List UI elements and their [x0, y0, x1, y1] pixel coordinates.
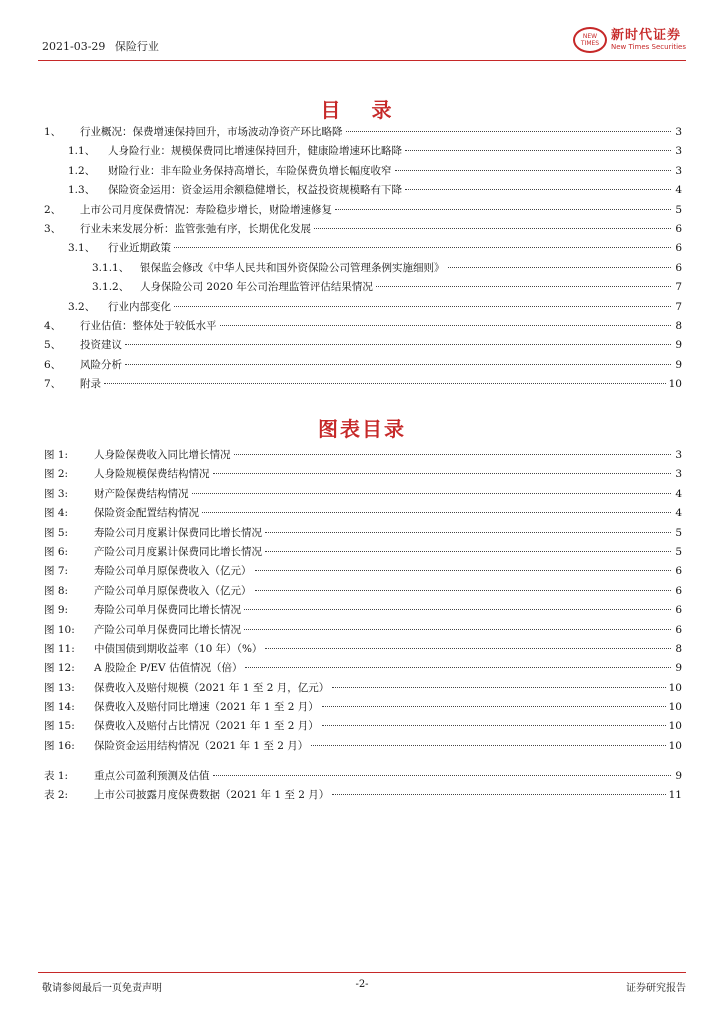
entry-number: 3.1.1、	[92, 261, 130, 274]
entry-title: 寿险公司单月原保费收入（亿元）	[94, 565, 252, 578]
logo-mark-line2: TIMES	[580, 40, 600, 47]
report-type: 证券研究报告	[626, 983, 686, 994]
entry-title: 行业内部变化	[108, 300, 171, 313]
entry-title: 人身保险公司 2020 年公司治理监管评估结果情况	[140, 281, 373, 294]
dot-leader	[332, 794, 665, 795]
logo-chinese-name: 新时代证券	[611, 28, 682, 43]
entry-number: 图 10:	[44, 623, 75, 636]
figure-entry[interactable]	[44, 659, 682, 678]
entry-number: 图 11:	[44, 642, 75, 655]
entry-page-number: 4	[675, 184, 682, 197]
figure-entry[interactable]	[44, 601, 682, 620]
entry-page-number: 10	[668, 701, 682, 714]
header-meta	[42, 38, 165, 54]
entry-number: 4、	[44, 319, 62, 332]
entry-number: 图 3:	[44, 487, 69, 500]
entry-number: 图 15:	[44, 720, 75, 733]
dot-leader	[376, 286, 671, 287]
entry-page-number: 6	[675, 604, 682, 617]
entry-page-number: 9	[675, 358, 682, 371]
figure-entry[interactable]	[44, 465, 682, 484]
company-logo	[573, 26, 686, 54]
entry-page-number: 10	[668, 720, 682, 733]
entry-number: 3.1、	[68, 242, 96, 255]
entry-number: 1.3、	[68, 184, 96, 197]
figure-entry[interactable]	[44, 621, 682, 640]
disclaimer-note: 敬请参阅最后一页免责声明	[42, 983, 162, 994]
dot-leader	[322, 706, 666, 707]
figure-entry[interactable]	[44, 504, 682, 523]
entry-number: 5、	[44, 339, 62, 352]
dot-leader	[202, 512, 671, 513]
toc-entry[interactable]	[44, 259, 682, 278]
entry-number: 图 9:	[44, 604, 69, 617]
dot-leader	[234, 454, 672, 455]
dot-leader	[322, 725, 666, 726]
entry-page-number: 3	[675, 468, 682, 481]
entry-page-number: 4	[675, 487, 682, 500]
dot-leader	[335, 209, 671, 210]
entry-number: 图 1:	[44, 449, 69, 461]
entry-number: 图 7:	[44, 565, 69, 578]
report-date: 2021-03-29	[42, 40, 106, 53]
header-divider	[38, 60, 686, 61]
entry-page-number: 4	[675, 507, 682, 520]
entry-page-number: 11	[668, 789, 682, 802]
entry-title: 财产险保费结构情况	[94, 487, 189, 500]
dot-leader	[255, 570, 672, 571]
figure-entry[interactable]	[44, 640, 682, 659]
toc-entry[interactable]	[44, 123, 682, 142]
sector-name: 保险行业	[114, 40, 159, 53]
entry-title: 保险资金运用结构情况（2021 年 1 至 2 月）	[94, 739, 309, 752]
table-of-contents	[44, 123, 682, 394]
table-list	[44, 767, 682, 806]
figure-entry[interactable]	[44, 698, 682, 717]
entry-title: 重点公司盈利预测及估值	[94, 770, 210, 782]
dot-leader	[104, 383, 666, 384]
toc-entry[interactable]	[44, 375, 682, 394]
entry-number: 6、	[44, 358, 62, 371]
entry-page-number: 3	[675, 164, 682, 177]
entry-number: 图 4:	[44, 507, 69, 520]
entry-title: 产险公司月度累计保费同比增长情况	[94, 545, 262, 558]
entry-page-number: 5	[675, 526, 682, 539]
entry-title: 行业概况：保费增速保持回升，市场波动净资产环比略降	[80, 126, 343, 138]
dot-leader	[125, 344, 671, 345]
entry-page-number: 6	[675, 242, 682, 255]
entry-title: A 股险企 P/EV 估值情况（倍）	[94, 662, 243, 675]
entry-number: 3、	[44, 222, 62, 235]
page-number: -2-	[355, 979, 369, 990]
logo-mark-icon	[573, 27, 607, 53]
figure-list	[44, 446, 682, 756]
entry-title: 保险资金运用：资金运用余额稳健增长，权益投资规模略有下降	[108, 184, 402, 197]
entry-number: 1、	[44, 126, 62, 138]
entry-number: 图 16:	[44, 739, 75, 752]
entry-page-number: 5	[675, 203, 682, 216]
entry-number: 图 6:	[44, 545, 69, 558]
entry-title: 保费收入及赔付同比增速（2021 年 1 至 2 月）	[94, 701, 319, 714]
dot-leader	[125, 364, 671, 365]
dot-leader	[311, 745, 665, 746]
entry-page-number: 6	[675, 584, 682, 597]
dot-leader	[192, 493, 672, 494]
entry-page-number: 8	[675, 319, 682, 332]
figures-title: 图表目录	[318, 417, 406, 441]
toc-title: 目 录	[320, 98, 404, 122]
dot-leader	[174, 306, 671, 307]
entry-title: 附录	[80, 378, 101, 391]
entry-page-number: 6	[675, 623, 682, 636]
dot-leader	[174, 247, 671, 248]
toc-entry[interactable]	[44, 162, 682, 181]
entry-page-number: 6	[675, 222, 682, 235]
figure-entry[interactable]	[44, 446, 682, 465]
entry-number: 7、	[44, 378, 62, 391]
entry-number: 图 14:	[44, 701, 75, 714]
toc-entry[interactable]	[44, 181, 682, 200]
entry-title: 中债国债到期收益率（10 年）（%）	[94, 642, 263, 655]
table-entry[interactable]	[44, 767, 682, 786]
page-footer	[38, 972, 686, 1002]
figure-entry[interactable]	[44, 562, 682, 581]
entry-title: 上市公司披露月度保费数据（2021 年 1 至 2 月）	[94, 789, 330, 802]
entry-number: 图 2:	[44, 468, 69, 481]
dot-leader	[346, 131, 672, 132]
entry-title: 人身险保费收入同比增长情况	[94, 449, 231, 461]
toc-entry[interactable]	[44, 239, 682, 258]
logo-english-name: New Times Securities	[611, 43, 686, 51]
entry-page-number: 9	[675, 339, 682, 352]
dot-leader	[405, 189, 671, 190]
figure-entry[interactable]	[44, 737, 682, 756]
page-header	[38, 0, 686, 64]
entry-page-number: 3	[675, 449, 682, 461]
entry-page-number: 3	[675, 126, 682, 138]
dot-leader	[265, 648, 671, 649]
toc-entry[interactable]	[44, 317, 682, 336]
dot-leader	[332, 687, 665, 688]
dot-leader	[220, 325, 672, 326]
toc-entry[interactable]	[44, 278, 682, 297]
entry-page-number: 10	[668, 739, 682, 752]
entry-title: 风险分析	[80, 358, 122, 371]
entry-page-number: 7	[675, 281, 682, 294]
entry-title: 保费收入及赔付占比情况（2021 年 1 至 2 月）	[94, 720, 319, 733]
dot-leader	[265, 551, 671, 552]
figure-entry[interactable]	[44, 543, 682, 562]
entry-page-number: 9	[675, 770, 682, 782]
dot-leader	[213, 473, 672, 474]
entry-number: 3.1.2、	[92, 281, 130, 294]
entry-title: 行业近期政策	[108, 242, 171, 255]
entry-title: 投资建议	[80, 339, 122, 352]
dot-leader	[395, 170, 672, 171]
figure-entry[interactable]	[44, 524, 682, 543]
entry-title: 财险行业：非车险业务保持高增长，车险保费负增长幅度收窄	[108, 164, 392, 177]
dot-leader	[265, 532, 671, 533]
entry-title: 行业估值：整体处于较低水平	[80, 319, 217, 332]
figure-entry[interactable]	[44, 485, 682, 504]
entry-page-number: 9	[675, 662, 682, 675]
entry-page-number: 8	[675, 642, 682, 655]
dot-leader	[255, 590, 672, 591]
entry-number: 图 8:	[44, 584, 69, 597]
dot-leader	[244, 609, 671, 610]
dot-leader	[405, 150, 671, 151]
dot-leader	[244, 629, 671, 630]
entry-title: 人身险行业：规模保费同比增速保持回升，健康险增速环比略降	[108, 145, 402, 158]
dot-leader	[245, 667, 671, 668]
toc-entry[interactable]	[44, 220, 682, 239]
figure-entry[interactable]	[44, 717, 682, 736]
toc-entry[interactable]	[44, 201, 682, 220]
entry-title: 保险资金配置结构情况	[94, 507, 199, 520]
toc-entry[interactable]	[44, 298, 682, 317]
entry-number: 2、	[44, 203, 62, 216]
entry-title: 人身险规模保费结构情况	[94, 468, 210, 481]
entry-number: 1.1、	[68, 145, 96, 158]
entry-number: 图 13:	[44, 681, 75, 694]
toc-entry[interactable]	[44, 142, 682, 161]
entry-page-number: 6	[675, 261, 682, 274]
entry-number: 表 2:	[44, 789, 69, 802]
entry-title: 产险公司单月保费同比增长情况	[94, 623, 241, 636]
entry-number: 3.2、	[68, 300, 96, 313]
entry-page-number: 3	[675, 145, 682, 158]
toc-entry[interactable]	[44, 356, 682, 375]
entry-title: 寿险公司单月保费同比增长情况	[94, 604, 241, 617]
dot-leader	[314, 228, 671, 229]
entry-page-number: 10	[668, 378, 682, 391]
entry-page-number: 10	[668, 681, 682, 694]
dot-leader	[213, 775, 672, 776]
footer-divider	[38, 972, 686, 973]
entry-title: 上市公司月度保费情况：寿险稳步增长，财险增速修复	[80, 203, 332, 216]
table-entry[interactable]	[44, 786, 682, 805]
entry-title: 行业未来发展分析：监管张弛有序，长期优化发展	[80, 222, 311, 235]
entry-page-number: 7	[675, 300, 682, 313]
dot-leader	[448, 267, 672, 268]
entry-number: 图 12:	[44, 662, 75, 675]
entry-title: 产险公司单月原保费收入（亿元）	[94, 584, 252, 597]
entry-title: 银保监会修改《中华人民共和国外资保险公司管理条例实施细则》	[140, 261, 445, 274]
figure-entry[interactable]	[44, 582, 682, 601]
entry-title: 寿险公司月度累计保费同比增长情况	[94, 526, 262, 539]
entry-number: 表 1:	[44, 770, 69, 782]
entry-page-number: 6	[675, 565, 682, 578]
entry-page-number: 5	[675, 545, 682, 558]
toc-entry[interactable]	[44, 336, 682, 355]
entry-title: 保费收入及赔付规模（2021 年 1 至 2 月，亿元）	[94, 681, 330, 694]
figure-entry[interactable]	[44, 679, 682, 698]
entry-number: 图 5:	[44, 526, 69, 539]
logo-mark-line1: NEW	[582, 33, 598, 40]
entry-number: 1.2、	[68, 164, 96, 177]
